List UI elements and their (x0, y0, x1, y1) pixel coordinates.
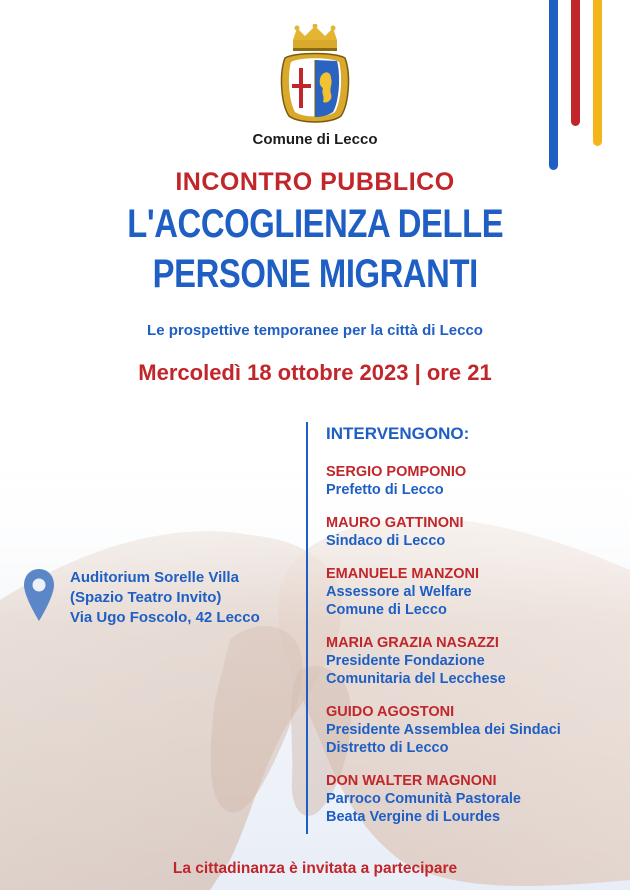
event-title-line-1: L'ACCOGLIENZA DELLE (127, 202, 503, 246)
venue-line: Via Ugo Foscolo, 42 Lecco (70, 609, 260, 626)
speaker-name: MARIA GRAZIA NASAZZI (326, 635, 499, 651)
speaker-role: Sindaco di Lecco (326, 533, 446, 549)
speaker-role: Presidente Fondazione (326, 653, 485, 669)
speakers-list (326, 424, 626, 841)
speakers-heading: INTERVENGONO: (326, 424, 470, 443)
speaker-role: Distretto di Lecco (326, 740, 449, 756)
speaker-role: Assessore al Welfare (326, 584, 472, 600)
speaker-role: Parroco Comunità Pastorale (326, 791, 521, 807)
speakers-divider (306, 422, 308, 834)
event-date: Mercoledì 18 ottobre 2023 | ore 21 (138, 360, 492, 385)
venue-address (70, 568, 310, 628)
speaker-item (326, 514, 626, 550)
speaker-role: Beata Vergine di Lourdes (326, 809, 501, 825)
speaker-item (326, 463, 626, 499)
speaker-role: Presidente Assemblea dei Sindaci (326, 722, 561, 738)
municipality-name: Comune di Lecco (252, 131, 378, 148)
venue-line: (Spazio Teatro Invito) (70, 589, 222, 606)
venue-line: Auditorium Sorelle Villa (70, 569, 239, 586)
speaker-name: GUIDO AGOSTONI (326, 704, 455, 720)
comune-di-lecco-crest-icon (275, 24, 355, 128)
speaker-name: EMANUELE MANZONI (326, 566, 480, 582)
speaker-name: DON WALTER MAGNONI (326, 773, 497, 789)
speaker-name: MAURO GATTINONI (326, 515, 464, 531)
event-subtitle: Le prospettive temporanee per la città di Lecco (147, 322, 483, 339)
speaker-role: Comune di Lecco (326, 602, 447, 618)
speaker-item (326, 772, 626, 826)
speaker-role: Prefetto di Lecco (326, 482, 444, 498)
speaker-item (326, 703, 626, 757)
invitation-footer: La cittadinanza è invitata a partecipare (172, 860, 458, 877)
event-kicker: INCONTRO PUBBLICO (175, 168, 455, 196)
decorative-stripe-red (571, 0, 580, 126)
event-title-line-2: PERSONE MIGRANTI (152, 252, 478, 296)
map-pin-icon (22, 567, 56, 623)
speaker-name: SERGIO POMPONIO (326, 464, 467, 480)
speaker-role: Comunitaria del Lecchese (326, 671, 506, 687)
decorative-stripe-yellow (593, 0, 602, 146)
speaker-item (326, 565, 626, 619)
speaker-item (326, 634, 626, 688)
